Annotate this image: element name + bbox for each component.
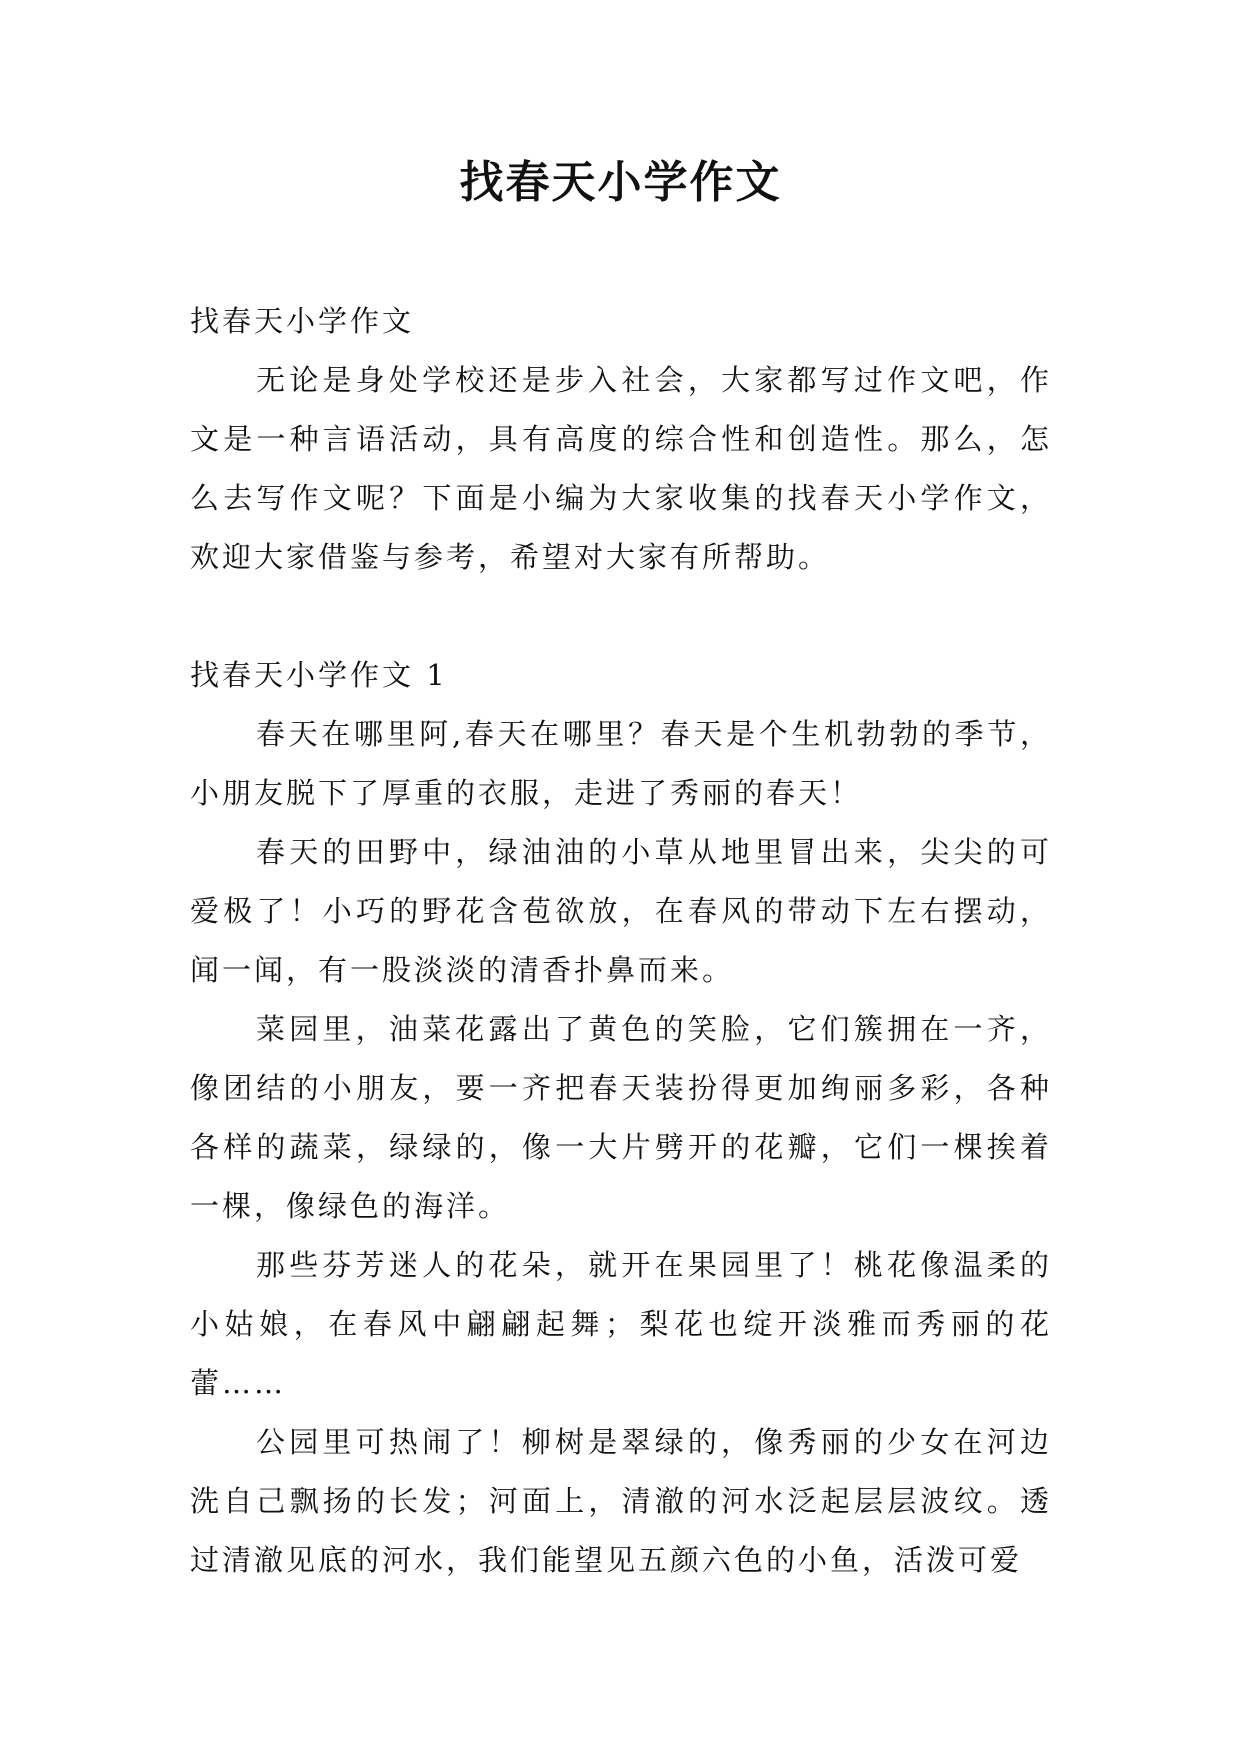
paragraph: 那些芬芳迷人的花朵，就开在果园里了！桃花像温柔的小姑娘，在春风中翩翩起舞；梨花也绽开淡雅而秀丽的花蕾……: [190, 1248, 1052, 1400]
paragraph: 公园里可热闹了！柳树是翠绿的，像秀丽的少女在河边洗自己飘扬的长发；河面上，清澈的河水泛起层层波纹。透过清澈见底的河水，我们能望见五颜六色的小鱼，活泼可爱: [190, 1425, 1052, 1577]
paragraph: 春天的田野中，绿油油的小草从地里冒出来，尖尖的可爱极了！小巧的野花含苞欲放，在春风的带动下左右摆动，闻一闻，有一股淡淡的清香扑鼻而来。: [190, 835, 1052, 987]
document-body: [190, 292, 1052, 1590]
paragraph: 春天在哪里阿,春天在哪里？春天是个生机勃勃的季节，小朋友脱下了厚重的衣服，走进了秀丽的春天！: [190, 717, 1052, 810]
paragraph: 菜园里，油菜花露出了黄色的笑脸，它们簇拥在一齐，像团结的小朋友，要一齐把春天装扮得更加绚丽多彩，各种各样的蔬菜，绿绿的，像一大片劈开的花瓣，它们一棵挨着一棵，像绿色的海洋。: [190, 1012, 1052, 1223]
section-heading: 找春天小学作文 1: [190, 658, 448, 692]
document-title: 找春天小学作文: [459, 157, 782, 208]
intro-paragraph: 无论是身处学校还是步入社会，大家都写过作文吧，作文是一种言语活动，具有高度的综合性和创造性。那么，怎么去写作文呢？下面是小编为大家收集的找春天小学作文，欢迎大家借鉴与参考，希望对大家有所帮助。: [190, 363, 1052, 574]
subtitle-line: 找春天小学作文: [190, 304, 415, 338]
